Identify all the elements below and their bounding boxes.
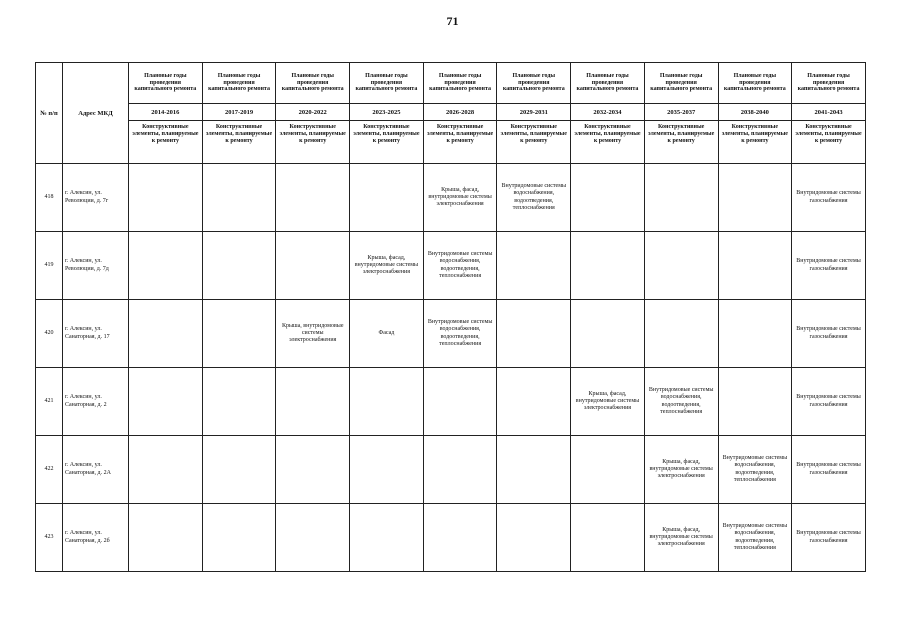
page-number: 71 xyxy=(446,14,459,28)
repair-cell xyxy=(571,504,645,572)
table-row xyxy=(36,164,866,232)
repair-cell: Внутридомовые системы водоснабжения, водоотведения, теплоснабжения xyxy=(718,504,792,572)
repair-cell xyxy=(423,436,497,504)
table-row xyxy=(36,368,866,436)
repair-cell: Внутридомовые системы водоснабжения, водоотведения, теплоснабжения xyxy=(497,164,571,232)
repair-cell xyxy=(350,164,424,232)
row-number: 418 xyxy=(36,164,63,232)
header-year-range: 2035-2037 xyxy=(644,104,718,121)
header-element-label: Конструктивные элементы, планируемые к ремонту xyxy=(497,121,571,164)
repair-cell xyxy=(276,436,350,504)
repair-cell: Внутридомовые системы газоснабжения xyxy=(792,504,866,572)
repair-cell: Внутридомовые системы водоснабжения, водоотведения, теплоснабжения xyxy=(644,368,718,436)
header-element-label: Конструктивные элементы, планируемые к ремонту xyxy=(644,121,718,164)
header-year-range: 2014-2016 xyxy=(129,104,203,121)
row-number: 422 xyxy=(36,436,63,504)
repair-cell: Внутридомовые системы газоснабжения xyxy=(792,232,866,300)
header-plan-label: Плановые годы проведения капитального ремонта xyxy=(276,63,350,104)
header-plan-label: Плановые годы проведения капитального ремонта xyxy=(497,63,571,104)
repair-cell: Внутридомовые системы газоснабжения xyxy=(792,436,866,504)
row-address: г. Алексин, ул. Революции, д. 7д xyxy=(63,232,129,300)
row-address: г. Алексин, ул. Санаторная, д. 2 xyxy=(63,368,129,436)
repair-cell xyxy=(718,300,792,368)
repair-cell xyxy=(571,164,645,232)
header-year-range: 2020-2022 xyxy=(276,104,350,121)
repair-cell: Крыша, фасад, внутридомовые системы электроснабжения xyxy=(644,504,718,572)
repair-cell xyxy=(718,232,792,300)
repair-cell xyxy=(571,436,645,504)
repair-cell xyxy=(571,300,645,368)
repair-cell: Внутридомовые системы газоснабжения xyxy=(792,164,866,232)
repair-cell xyxy=(276,232,350,300)
repair-cell xyxy=(644,164,718,232)
repair-schedule-table xyxy=(35,62,866,572)
repair-cell: Внутридомовые системы газоснабжения xyxy=(792,368,866,436)
repair-cell xyxy=(497,504,571,572)
repair-cell xyxy=(202,436,276,504)
repair-cell: Крыша, фасад, внутридомовые системы электроснабжения xyxy=(571,368,645,436)
header-element-label: Конструктивные элементы, планируемые к ремонту xyxy=(571,121,645,164)
header-year-range: 2017-2019 xyxy=(202,104,276,121)
header-plan-label: Плановые годы проведения капитального ремонта xyxy=(644,63,718,104)
header-address: Адрес МКД xyxy=(63,63,129,164)
header-plan-label: Плановые годы проведения капитального ремонта xyxy=(202,63,276,104)
header-year-range: 2023-2025 xyxy=(350,104,424,121)
repair-cell xyxy=(571,232,645,300)
repair-cell: Крыша, фасад, внутридомовые системы электроснабжения xyxy=(644,436,718,504)
repair-cell xyxy=(718,368,792,436)
header-element-label: Конструктивные элементы, планируемые к ремонту xyxy=(350,121,424,164)
repair-cell xyxy=(350,368,424,436)
repair-cell: Фасад xyxy=(350,300,424,368)
repair-cell xyxy=(644,300,718,368)
header-plan-label: Плановые годы проведения капитального ремонта xyxy=(718,63,792,104)
table-row xyxy=(36,504,866,572)
repair-cell xyxy=(202,300,276,368)
row-number: 419 xyxy=(36,232,63,300)
header-element-label: Конструктивные элементы, планируемые к ремонту xyxy=(718,121,792,164)
repair-cell xyxy=(202,232,276,300)
repair-cell xyxy=(276,504,350,572)
row-address: г. Алексин, ул. Санаторная, д. 17 xyxy=(63,300,129,368)
repair-cell xyxy=(129,436,203,504)
header-row-years xyxy=(36,104,866,121)
repair-cell xyxy=(423,368,497,436)
row-address: г. Алексин, ул. Санаторная, д. 2А xyxy=(63,436,129,504)
repair-cell xyxy=(202,164,276,232)
row-address: г. Алексин, ул. Санаторная, д. 2б xyxy=(63,504,129,572)
row-address: г. Алексин, ул. Революции, д. 7г xyxy=(63,164,129,232)
header-year-range: 2029-2031 xyxy=(497,104,571,121)
header-year-range: 2026-2028 xyxy=(423,104,497,121)
repair-cell xyxy=(129,164,203,232)
header-plan-label: Плановые годы проведения капитального ремонта xyxy=(571,63,645,104)
row-number: 420 xyxy=(36,300,63,368)
repair-cell xyxy=(718,164,792,232)
table-row xyxy=(36,232,866,300)
repair-cell xyxy=(202,504,276,572)
header-plan-label: Плановые годы проведения капитального ремонта xyxy=(423,63,497,104)
repair-cell: Крыша, фасад, внутридомовые системы электроснабжения xyxy=(350,232,424,300)
header-element-label: Конструктивные элементы, планируемые к ремонту xyxy=(276,121,350,164)
repair-cell xyxy=(350,436,424,504)
table-row xyxy=(36,300,866,368)
row-number: 421 xyxy=(36,368,63,436)
repair-cell: Крыша, внутридомовые системы электроснабжения xyxy=(276,300,350,368)
header-element-label: Конструктивные элементы, планируемые к ремонту xyxy=(423,121,497,164)
header-year-range: 2032-2034 xyxy=(571,104,645,121)
header-year-range: 2041-2043 xyxy=(792,104,866,121)
repair-cell xyxy=(202,368,276,436)
repair-cell xyxy=(497,300,571,368)
header-element-label: Конструктивные элементы, планируемые к ремонту xyxy=(129,121,203,164)
repair-cell xyxy=(497,436,571,504)
repair-cell: Крыша, фасад, внутридомовые системы электроснабжения xyxy=(423,164,497,232)
header-element-label: Конструктивные элементы, планируемые к ремонту xyxy=(202,121,276,164)
repair-cell xyxy=(350,504,424,572)
repair-cell: Внутридомовые системы водоснабжения, водоотведения, теплоснабжения xyxy=(718,436,792,504)
repair-cell: Внутридомовые системы водоснабжения, водоотведения, теплоснабжения xyxy=(423,232,497,300)
repair-cell xyxy=(423,504,497,572)
table-row xyxy=(36,436,866,504)
header-element-label: Конструктивные элементы, планируемые к ремонту xyxy=(792,121,866,164)
header-num: № п/п xyxy=(36,63,63,164)
header-row-plan xyxy=(36,63,866,104)
header-plan-label: Плановые годы проведения капитального ремонта xyxy=(350,63,424,104)
header-plan-label: Плановые годы проведения капитального ремонта xyxy=(792,63,866,104)
repair-cell xyxy=(276,164,350,232)
repair-cell xyxy=(644,232,718,300)
repair-cell xyxy=(129,300,203,368)
repair-cell xyxy=(129,232,203,300)
repair-cell: Внутридомовые системы газоснабжения xyxy=(792,300,866,368)
repair-cell xyxy=(129,504,203,572)
repair-cell xyxy=(129,368,203,436)
repair-cell xyxy=(497,368,571,436)
header-year-range: 2038-2040 xyxy=(718,104,792,121)
header-plan-label: Плановые годы проведения капитального ремонта xyxy=(129,63,203,104)
row-number: 423 xyxy=(36,504,63,572)
repair-cell: Внутридомовые системы водоснабжения, водоотведения, теплоснабжения xyxy=(423,300,497,368)
repair-cell xyxy=(276,368,350,436)
header-row-elements xyxy=(36,121,866,164)
repair-cell xyxy=(497,232,571,300)
